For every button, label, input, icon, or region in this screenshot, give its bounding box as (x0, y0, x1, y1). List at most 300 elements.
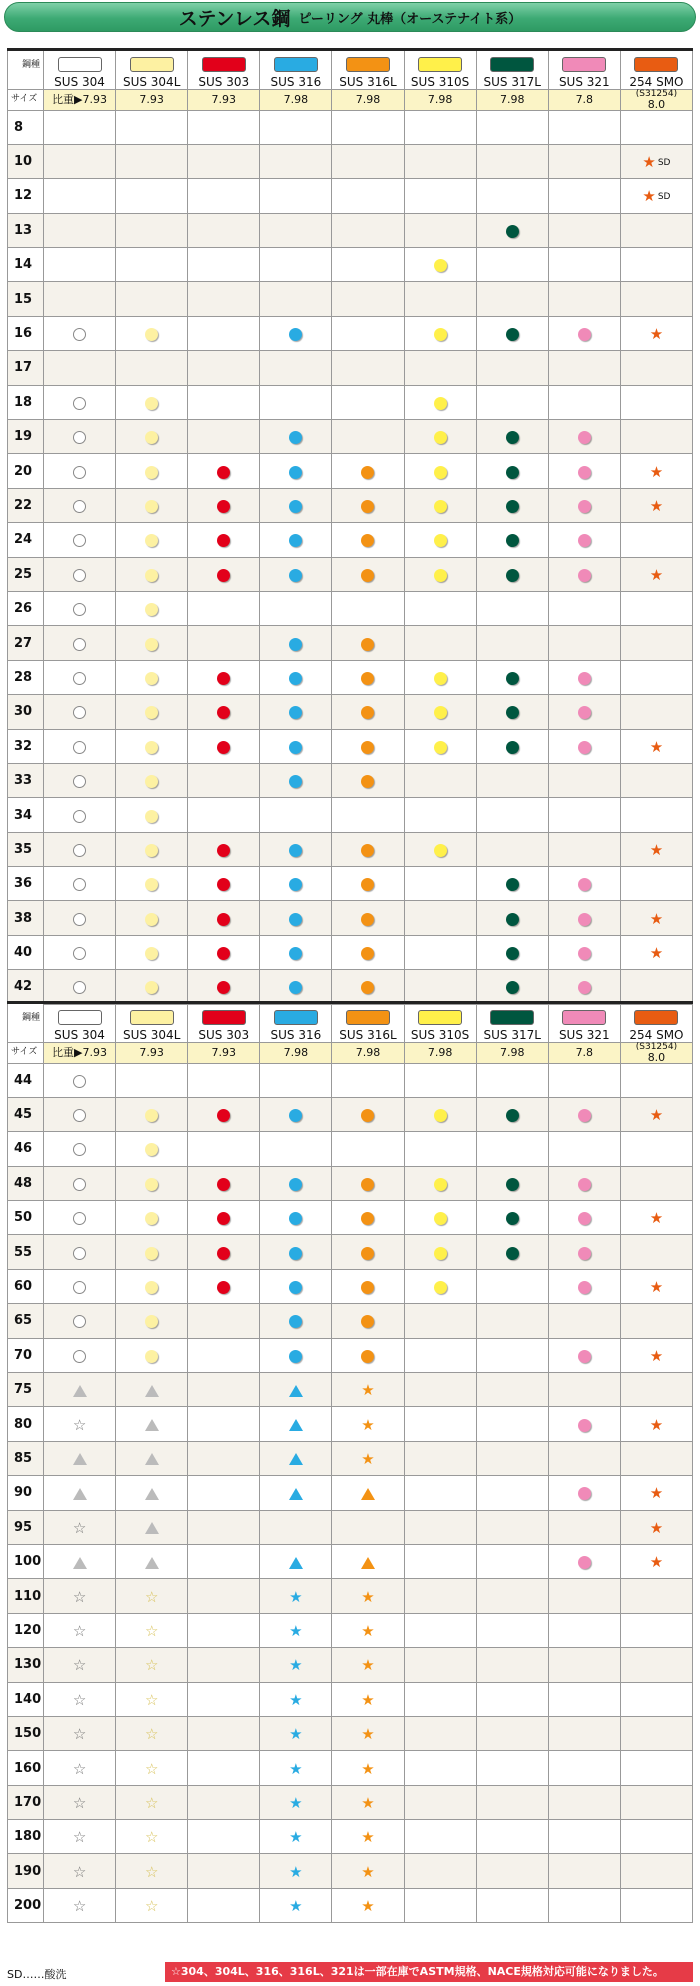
availability-cell (116, 557, 188, 591)
size-row (8, 970, 693, 1004)
round-bar-mark (578, 1350, 591, 1363)
size-row (8, 1648, 693, 1682)
star-mark-group (361, 1415, 374, 1434)
size-row (8, 316, 693, 350)
availability-cell (188, 454, 260, 488)
round-bar-mark (289, 328, 302, 341)
round-bar-mark (578, 706, 591, 719)
grade-color-swatch (562, 57, 606, 72)
round-bar-mark (578, 741, 591, 754)
availability-cell (548, 1854, 620, 1888)
availability-cell (332, 1682, 404, 1716)
grade-color-swatch (346, 57, 390, 72)
availability-cell (332, 316, 404, 350)
availability-cell (620, 763, 692, 797)
round-bar-mark (73, 1350, 86, 1363)
specific-gravity-cell (188, 89, 260, 110)
specific-gravity-cell (476, 89, 548, 110)
star-mark-group (361, 1896, 374, 1915)
star-mark-group (361, 1690, 374, 1709)
grade-swatch-cell (116, 50, 188, 76)
round-bar-mark (361, 1350, 374, 1363)
stock-table-2 (7, 1001, 693, 1923)
size-cell: 70 (8, 1338, 44, 1372)
availability-cell (44, 1063, 116, 1097)
star-mark-group (145, 1690, 158, 1709)
grade-swatch-cell (620, 50, 692, 76)
triangle-mark (145, 1385, 159, 1397)
round-bar-mark (145, 775, 158, 788)
availability-cell (260, 144, 332, 178)
round-bar-mark (578, 1281, 591, 1294)
round-bar-mark (289, 1247, 302, 1260)
round-bar-mark (506, 947, 519, 960)
availability-cell (116, 454, 188, 488)
round-bar-mark (434, 672, 447, 685)
availability-cell (620, 282, 692, 316)
availability-cell (620, 901, 692, 935)
availability-cell (620, 248, 692, 282)
size-row (8, 1132, 693, 1166)
availability-cell (476, 935, 548, 969)
triangle-mark (289, 1453, 303, 1465)
availability-cell (404, 213, 476, 247)
grade-name: SUS 310S (404, 76, 476, 90)
round-bar-mark (361, 1178, 374, 1191)
star-mark-group (73, 1621, 86, 1640)
title-main: ステンレス鋼 (178, 7, 291, 30)
round-bar-mark (73, 1143, 86, 1156)
round-bar-mark (217, 534, 230, 547)
round-bar-mark (578, 672, 591, 685)
availability-cell (188, 1820, 260, 1854)
availability-cell (476, 763, 548, 797)
round-bar-mark (73, 1281, 86, 1294)
round-bar-mark (73, 741, 86, 754)
availability-cell (404, 1682, 476, 1716)
availability-cell (548, 1716, 620, 1750)
availability-cell (476, 970, 548, 1004)
availability-cell (620, 1510, 692, 1544)
size-cell: 90 (8, 1476, 44, 1510)
size-cell: 14 (8, 248, 44, 282)
availability-cell (116, 1613, 188, 1647)
size-cell: 8 (8, 110, 44, 144)
round-bar-mark (434, 259, 447, 272)
star-icon: ★ (361, 1415, 375, 1434)
grade-swatch-cell (260, 1003, 332, 1029)
availability-cell (260, 1682, 332, 1716)
availability-cell (332, 1269, 404, 1303)
round-bar-mark (578, 328, 591, 341)
availability-cell (44, 1785, 116, 1819)
round-bar-mark (73, 1247, 86, 1260)
star-icon: ★ (649, 325, 664, 344)
availability-cell (44, 695, 116, 729)
size-row (8, 935, 693, 969)
specific-gravity-cell (332, 89, 404, 110)
triangle-mark (361, 1488, 375, 1500)
star-icon: ★ (361, 1725, 375, 1744)
availability-cell (44, 351, 116, 385)
size-cell: 30 (8, 695, 44, 729)
star-mark-group (289, 1793, 302, 1812)
star-icon: ☆ (144, 1656, 159, 1675)
specific-gravity-row (8, 1042, 693, 1063)
availability-cell (260, 1648, 332, 1682)
round-bar-mark (289, 466, 302, 479)
specific-gravity-cell (116, 89, 188, 110)
specific-gravity-cell (404, 89, 476, 110)
availability-cell (404, 110, 476, 144)
sg-value: 7.98 (499, 93, 525, 106)
availability-cell (116, 1544, 188, 1578)
availability-cell (332, 454, 404, 488)
sg-value: 7.98 (427, 1046, 453, 1059)
availability-cell (620, 179, 692, 213)
round-bar-mark (289, 878, 302, 891)
grade-swatch-cell (332, 50, 404, 76)
size-cell: 160 (8, 1751, 44, 1785)
round-bar-mark (506, 913, 519, 926)
availability-cell (620, 420, 692, 454)
availability-cell (332, 1407, 404, 1441)
sg-value: 7.98 (355, 1046, 381, 1059)
availability-cell (548, 626, 620, 660)
availability-cell (44, 935, 116, 969)
round-bar-mark (506, 1178, 519, 1191)
grade-swatch-cell (260, 50, 332, 76)
availability-cell (548, 660, 620, 694)
availability-cell (404, 1544, 476, 1578)
availability-cell (116, 351, 188, 385)
star-icon: ★ (361, 1621, 375, 1640)
availability-cell (620, 1716, 692, 1750)
triangle-mark (73, 1385, 87, 1397)
availability-cell (116, 488, 188, 522)
availability-cell (188, 1682, 260, 1716)
round-bar-mark (361, 638, 374, 651)
star-icon: ★ (649, 737, 664, 756)
size-cell: 25 (8, 557, 44, 591)
sg-value: 7.98 (427, 93, 453, 106)
star-icon: ★ (289, 1759, 303, 1778)
size-row (8, 1682, 693, 1716)
availability-cell (188, 1304, 260, 1338)
availability-cell (260, 1063, 332, 1097)
grade-name: SUS 304 (44, 76, 116, 90)
availability-cell (260, 385, 332, 419)
availability-cell (116, 1407, 188, 1441)
size-row (8, 1235, 693, 1269)
availability-cell (476, 1338, 548, 1372)
availability-cell (620, 454, 692, 488)
size-cell: 48 (8, 1166, 44, 1200)
availability-cell (260, 248, 332, 282)
availability-cell (116, 1269, 188, 1303)
availability-cell (476, 1613, 548, 1647)
availability-cell (332, 1097, 404, 1131)
availability-cell (404, 1648, 476, 1682)
availability-cell (188, 1510, 260, 1544)
star-mark-group (650, 909, 663, 928)
availability-cell (44, 1407, 116, 1441)
size-row (8, 1544, 693, 1578)
star-mark-group (289, 1827, 302, 1846)
round-bar-mark (506, 225, 519, 238)
round-bar-mark (73, 1178, 86, 1191)
availability-cell (620, 385, 692, 419)
availability-cell (44, 1097, 116, 1131)
round-bar-mark (73, 672, 86, 685)
round-bar-mark (73, 603, 86, 616)
size-cell: 28 (8, 660, 44, 694)
round-bar-mark (145, 844, 158, 857)
availability-cell (116, 1820, 188, 1854)
star-icon: ★ (289, 1621, 303, 1640)
round-bar-mark (217, 981, 230, 994)
star-mark-group (73, 1690, 86, 1709)
availability-cell (260, 1201, 332, 1235)
round-bar-mark (289, 672, 302, 685)
round-bar-mark (145, 741, 158, 754)
availability-cell (44, 213, 116, 247)
availability-cell (476, 557, 548, 591)
star-mark-group (650, 462, 663, 481)
availability-cell (404, 798, 476, 832)
round-bar-mark (361, 500, 374, 513)
availability-cell (404, 1407, 476, 1441)
round-bar-mark (217, 913, 230, 926)
availability-cell (404, 1269, 476, 1303)
availability-cell (620, 935, 692, 969)
star-mark-group (289, 1587, 302, 1606)
availability-cell (116, 901, 188, 935)
star-mark-group (650, 324, 663, 343)
round-bar-mark (361, 1109, 374, 1122)
size-cell: 80 (8, 1407, 44, 1441)
star-icon: ★ (649, 1346, 664, 1365)
grade-sub: (S31254) (635, 1041, 678, 1052)
star-mark-group (289, 1724, 302, 1743)
availability-cell (44, 1820, 116, 1854)
availability-cell (476, 626, 548, 660)
availability-cell (188, 213, 260, 247)
availability-cell (332, 179, 404, 213)
round-bar-mark (217, 947, 230, 960)
size-cell: 190 (8, 1854, 44, 1888)
availability-cell (404, 248, 476, 282)
size-cell: 130 (8, 1648, 44, 1682)
availability-cell (260, 110, 332, 144)
availability-cell (116, 695, 188, 729)
round-bar-mark (73, 431, 86, 444)
availability-cell (44, 1441, 116, 1475)
availability-cell (260, 351, 332, 385)
star-mark-group (650, 1552, 663, 1571)
round-bar-mark (289, 741, 302, 754)
star-icon: ★ (642, 187, 656, 206)
round-bar-mark (361, 775, 374, 788)
availability-cell (260, 1579, 332, 1613)
sg-value: 7.93 (211, 1046, 237, 1059)
footer (7, 1962, 693, 1984)
round-bar-mark (145, 947, 158, 960)
availability-cell (620, 1097, 692, 1131)
round-bar-mark (145, 913, 158, 926)
size-row (8, 798, 693, 832)
availability-cell (404, 935, 476, 969)
sg-value: 7.93 (139, 1046, 164, 1059)
availability-cell (476, 420, 548, 454)
availability-cell (476, 282, 548, 316)
availability-cell (476, 1682, 548, 1716)
stock-table-1 (7, 48, 693, 1005)
availability-cell (260, 867, 332, 901)
availability-cell (260, 1785, 332, 1819)
availability-cell (548, 1373, 620, 1407)
availability-cell (116, 420, 188, 454)
size-cell: 60 (8, 1269, 44, 1303)
triangle-mark (145, 1453, 159, 1465)
round-bar-mark (73, 775, 86, 788)
round-bar-mark (145, 878, 158, 891)
size-row (8, 385, 693, 419)
round-bar-mark (578, 534, 591, 547)
availability-cell (260, 179, 332, 213)
availability-cell (620, 1132, 692, 1166)
round-bar-mark (289, 1350, 302, 1363)
availability-cell (188, 1613, 260, 1647)
availability-cell (332, 1613, 404, 1647)
star-icon: ☆ (144, 1690, 159, 1709)
availability-cell (404, 385, 476, 419)
grade-swatch-cell (404, 1003, 476, 1029)
availability-cell (44, 523, 116, 557)
availability-cell (404, 454, 476, 488)
round-bar-mark (145, 810, 158, 823)
round-bar-mark (145, 466, 158, 479)
sg-label: 比重▶ (52, 93, 83, 106)
size-cell: 27 (8, 626, 44, 660)
availability-cell (548, 832, 620, 866)
star-mark-group (145, 1827, 158, 1846)
availability-cell (260, 1544, 332, 1578)
grade-color-swatch (58, 57, 102, 72)
triangle-mark (361, 1557, 375, 1569)
availability-cell (188, 1407, 260, 1441)
availability-cell (404, 1854, 476, 1888)
availability-cell (332, 351, 404, 385)
availability-cell (476, 1373, 548, 1407)
availability-cell (404, 1338, 476, 1372)
size-row (8, 901, 693, 935)
availability-cell (476, 1544, 548, 1578)
grade-swatch-cell (116, 1003, 188, 1029)
availability-cell (188, 1201, 260, 1235)
round-bar-mark (578, 1109, 591, 1122)
availability-cell (332, 591, 404, 625)
availability-cell (260, 420, 332, 454)
availability-cell (116, 1510, 188, 1544)
grade-swatch-cell (620, 1003, 692, 1029)
size-row (8, 1510, 693, 1544)
size-row (8, 1476, 693, 1510)
size-row (8, 1751, 693, 1785)
specific-gravity-cell (44, 1042, 116, 1063)
availability-cell (332, 1716, 404, 1750)
availability-cell (44, 1682, 116, 1716)
size-row (8, 1716, 693, 1750)
availability-cell (620, 591, 692, 625)
availability-cell (332, 901, 404, 935)
star-icon: ☆ (72, 1862, 87, 1881)
star-mark-group (650, 1518, 663, 1537)
size-cell: 32 (8, 729, 44, 763)
availability-cell (476, 316, 548, 350)
availability-cell (116, 1785, 188, 1819)
availability-cell (44, 1201, 116, 1235)
triangle-mark (289, 1488, 303, 1500)
grade-name: SUS 316L (332, 76, 404, 90)
star-mark-group (73, 1518, 86, 1537)
star-mark-group (650, 1483, 663, 1502)
star-mark-group (73, 1724, 86, 1743)
availability-cell (188, 626, 260, 660)
availability-cell (332, 1373, 404, 1407)
grade-swatch-row (8, 1003, 693, 1029)
availability-cell (44, 1888, 116, 1922)
size-row (8, 1373, 693, 1407)
round-bar-mark (217, 1281, 230, 1294)
availability-cell (260, 1441, 332, 1475)
star-icon: ☆ (72, 1587, 87, 1606)
availability-cell (332, 1888, 404, 1922)
size-cell: 140 (8, 1682, 44, 1716)
availability-cell (116, 1201, 188, 1235)
availability-cell (548, 523, 620, 557)
round-bar-mark (361, 844, 374, 857)
size-row (8, 1820, 693, 1854)
availability-cell (404, 1613, 476, 1647)
round-bar-mark (217, 500, 230, 513)
availability-cell (260, 454, 332, 488)
round-bar-mark (361, 878, 374, 891)
availability-cell (332, 1820, 404, 1854)
round-bar-mark (578, 981, 591, 994)
availability-cell (548, 420, 620, 454)
sg-value: 8.0 (647, 97, 666, 111)
star-mark-group (650, 840, 663, 859)
star-icon: ☆ (144, 1793, 159, 1812)
star-icon: ★ (361, 1759, 375, 1778)
size-cell: 36 (8, 867, 44, 901)
grade-color-swatch (418, 57, 462, 72)
availability-cell (188, 1544, 260, 1578)
round-bar-mark (506, 500, 519, 513)
round-bar-mark (578, 878, 591, 891)
availability-cell (116, 1132, 188, 1166)
availability-cell (188, 1785, 260, 1819)
sd-note: SD……酸洗 (7, 1968, 67, 1981)
availability-cell (44, 1613, 116, 1647)
star-icon: ★ (649, 462, 664, 481)
star-icon: ★ (361, 1793, 375, 1812)
grade-name: SUS 304L (116, 1029, 188, 1043)
availability-cell (476, 695, 548, 729)
triangle-mark (289, 1385, 303, 1397)
star-icon: ☆ (72, 1518, 87, 1537)
